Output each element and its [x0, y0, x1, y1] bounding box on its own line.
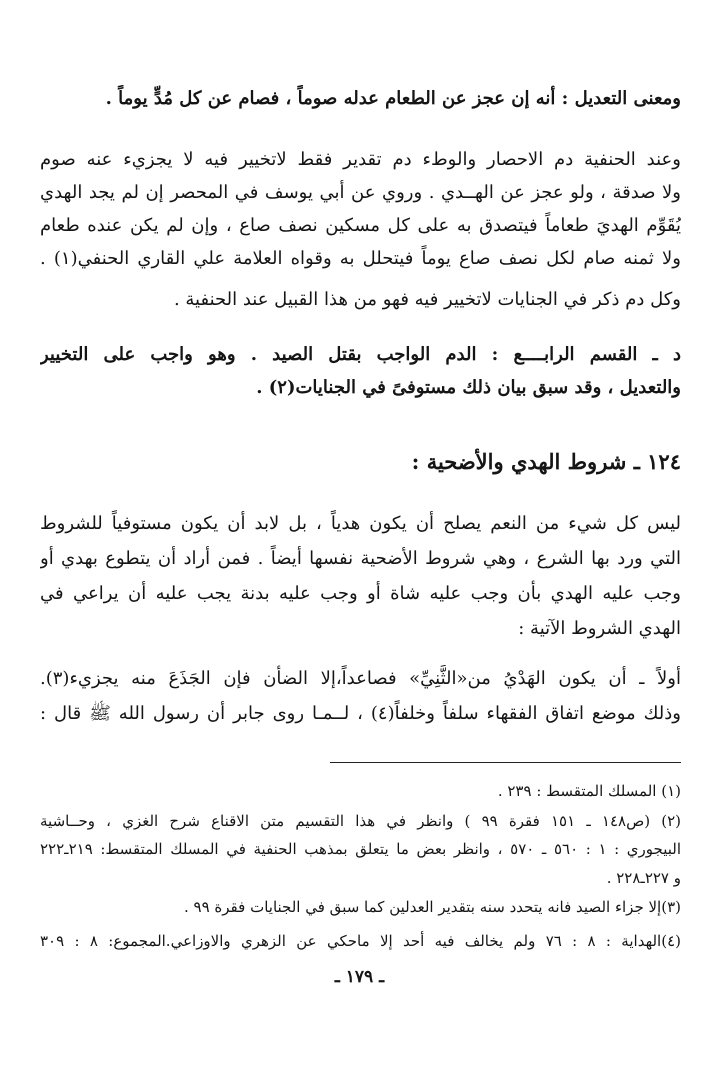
paragraph-line: ليس كل شيء من النعم يصلح أن يكون هدياً ، بل لابد أن يكون مستوفياً للشروط [40, 513, 681, 534]
blood-line: وكل دم ذكر في الجنايات لاتخيير فيه فهو من هذا القبيل عند الحنفية . [173, 289, 681, 310]
paragraph-line: وذلك موضع اتفاق الفقهاء سلفاً وخلفاً(٤) ، لــمـا روى جابر أن رسول الله ﷺ قال : [40, 703, 681, 724]
footnote: البيجوري : ١ : ٥٦٠ ـ ٥٧٠ ، وانظر بعض ما يتعلق بمذهب الحنفية في المسلك المتقسط: ٢١٩ـ٢٢٢ [40, 840, 681, 858]
definition-line: ومعنى التعديل : أنه إن عجز عن الطعام عدله صوماً ، فصام عن كل مُدٍّ يوماً . [105, 88, 681, 109]
section-heading: ١٢٤ ـ شروط الهدي والأضحية : [411, 449, 681, 474]
footnote: و ٢٢٧ـ٢٢٨ . [606, 869, 681, 887]
paragraph-line: يُقَوِّم الهديَ طعاماً فيتصدق به على كل مسكين نصف صاع ، وإن لم يكن عنده طعام [40, 215, 681, 236]
footnote: (٤)الهداية : ٨ : ٧٦ ولم يخالف فيه أحد إلا ماحكي عن الزهري والاوزاعي.المجموع: ٨ : ٣٠٩ [40, 932, 681, 950]
paragraph-line: ولا صدقة ، ولو عجز عن الهــدي . وروي عن أبي يوسف في المحصر إن لم يجد الهدي [40, 182, 681, 203]
paragraph-line: د ـ القسم الرابــــع : الدم الواجب بقتل الصيد . وهو واجب على التخيير [40, 344, 681, 365]
footnote: (١) المسلك المتقسط : ٢٣٩ . [497, 782, 681, 800]
paragraph-line: التي ورد بها الشرع ، وهي شروط الأضحية نفسها أيضاً . فمن أراد أن يتطوع بهدي أو [40, 548, 681, 569]
footnote: (٢) (ص١٤٨ ـ ١٥١ فقرة ٩٩ ) وانظر في هذا التقسيم متن الاقناع شرح الغزي ، وحــاشية [40, 812, 681, 830]
paragraph-line: والتعديل ، وقد سبق بيان ذلك مستوفىً في الجنايات(٢) . [256, 377, 681, 398]
paragraph-line: وجب عليه الهدي بأن وجب عليه شاة أو وجب عليه بدنة يجب عليه أن يراعي في [40, 583, 681, 604]
footnote: (٣)إلا جزاء الصيد فانه يتحدد سنه بتقدير العدلين كما سبق في الجنايات فقرة ٩٩ . [183, 898, 681, 916]
paragraph-line: ولا ثمنه صام لكل نصف صاع يوماً فيتحلل به وقواه العلامة علي القاري الحنفي(١) . [40, 248, 681, 269]
page-number: ـ ١٧٩ ـ [334, 967, 385, 987]
paragraph-line: أولاً ـ أن يكون الهَدْيُ من«الثَّنِيِّ» فصاعداً،إلا الضأن فإن الجَذَعَ منه يجزيء(٣). [40, 668, 681, 689]
footnote-separator [330, 762, 681, 763]
paragraph-line: وعند الحنفية دم الاحصار والوطء دم تقدير فقط لاتخيير فيه لا يجزيء عنه صوم [40, 149, 681, 170]
paragraph-line: الهدي الشروط الآتية : [518, 618, 681, 639]
